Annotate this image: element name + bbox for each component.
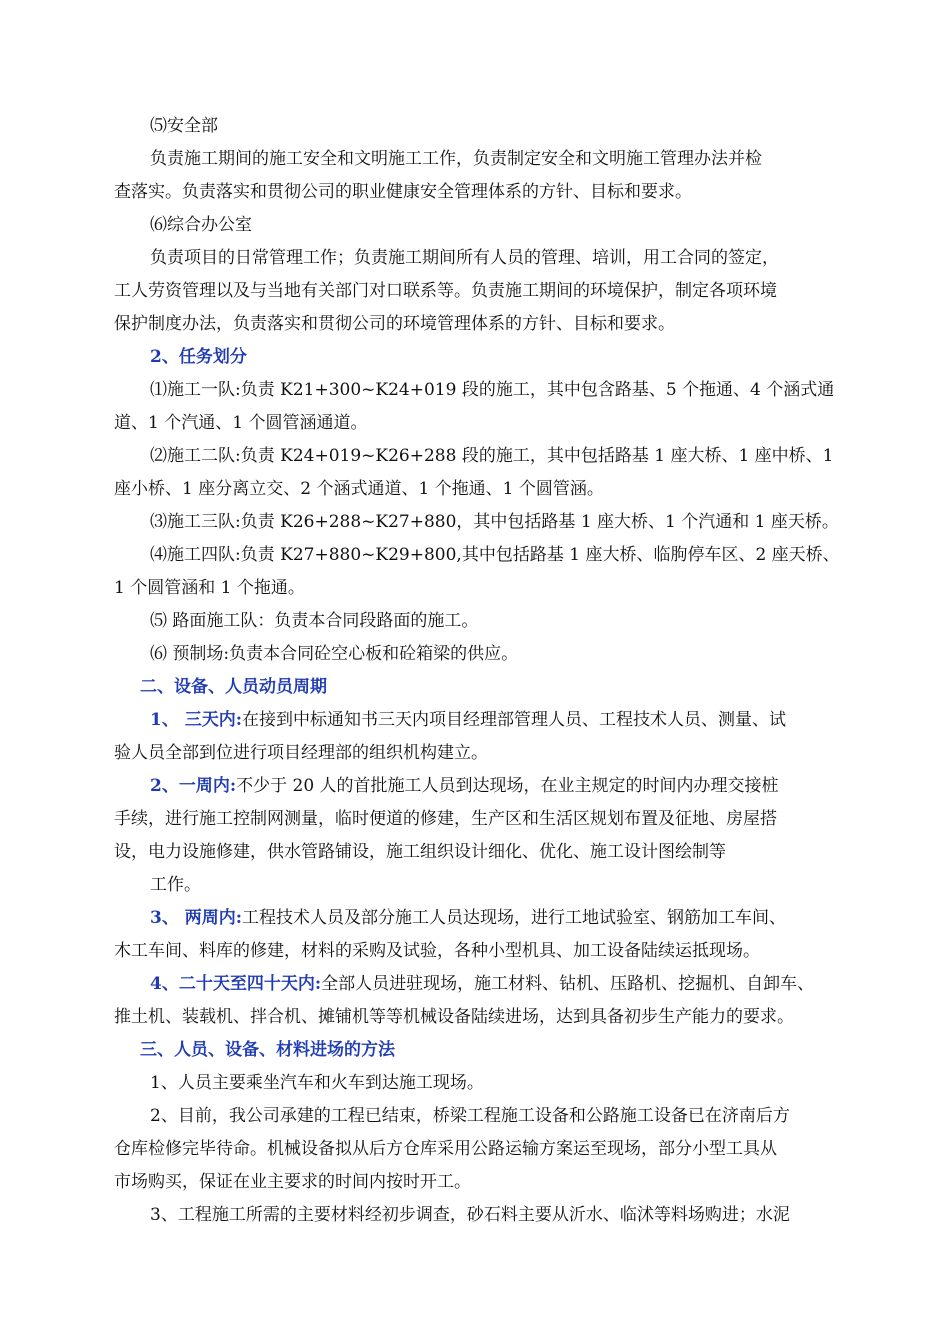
method-item-2-line-3: 市场购买，保证在业主要求的时间内按时开工。 (114, 1172, 471, 1192)
mob-item-1-line-2: 验人员全部到位进行项目经理部的组织机构建立。 (114, 743, 488, 763)
mob-item-2-line-1 (150, 774, 779, 798)
mob-item-2-label: 2、一周内: (150, 776, 237, 796)
task-division-heading: 2、任务划分 (150, 347, 247, 367)
office-text-2: 工人劳资管理以及与当地有关部门对口联系等。负责施工期间的环境保护，制定各项环境 (114, 281, 777, 301)
team-4-line-2: 1 个圆管涵和 1 个拖通。 (114, 578, 305, 598)
precast-yard-line: ⑹ 预制场:负责本合同砼空心板和砼箱梁的供应。 (150, 644, 519, 664)
team-4-line-1: ⑷施工四队:负责 K27+880~K29+800,其中包括路基 1 座大桥、临朐停车区、2 座天桥、 (150, 545, 840, 565)
safety-dept-heading: ⑸安全部 (150, 116, 218, 136)
office-heading: ⑹综合办公室 (150, 215, 252, 235)
entry-method-heading: 三、人员、设备、材料进场的方法 (140, 1040, 395, 1060)
team-1-line-1: ⑴施工一队:负责 K21+300~K24+019 段的施工，其中包含路基、5 个拖通、4 个涵式通 (150, 380, 835, 400)
mobilization-heading: 二、设备、人员动员周期 (140, 677, 327, 697)
mob-item-2-line-4: 工作。 (150, 875, 201, 895)
mob-item-2-line-2: 手续，进行施工控制网测量，临时便道的修建，生产区和生活区规划布置及征地、房屋搭 (114, 809, 777, 829)
team-2-line-1: ⑵施工二队:负责 K24+019~K26+288 段的施工，其中包括路基 1 座大桥、1 座中桥、1 (150, 446, 834, 466)
mob-item-4-text: 全部人员进驻现场，施工材料、钻机、压路机、挖掘机、自卸车、 (321, 974, 815, 994)
mob-item-2-line-3: 设，电力设施修建，供水管路铺设，施工组织设计细化、优化、施工设计图绘制等 (114, 842, 726, 862)
method-item-3-line-1: 3、工程施工所需的主要材料经初步调查，砂石料主要从沂水、临沭等料场购进；水泥 (150, 1205, 790, 1225)
method-item-2-line-2: 仓库检修完毕待命。机械设备拟从后方仓库采用公路运输方案运至现场，部分小型工具从 (114, 1139, 777, 1159)
mob-item-4-line-1 (150, 972, 814, 996)
mob-item-3-line-2: 木工车间、料库的修建，材料的采购及试验，各种小型机具、加工设备陆续运抵现场。 (114, 941, 760, 961)
mob-item-1-line-1 (150, 708, 786, 732)
paving-team-line: ⑸ 路面施工队：负责本合同段路面的施工。 (150, 611, 479, 631)
mob-item-3-line-1 (150, 906, 786, 930)
safety-dept-text-1: 负责施工期间的施工安全和文明施工工作，负责制定安全和文明施工管理办法并检 (150, 149, 762, 169)
office-text-1: 负责项目的日常管理工作；负责施工期间所有人员的管理、培训，用工合同的签定， (150, 248, 779, 268)
mob-item-3-label: 3、 两周内: (150, 908, 243, 928)
mob-item-1-label: 1、 三天内: (150, 710, 243, 730)
method-item-2-line-1: 2、目前，我公司承建的工程已结束，桥梁工程施工设备和公路施工设备已在济南后方 (150, 1106, 790, 1126)
mob-item-1-text: 在接到中标通知书三天内项目经理部管理人员、工程技术人员、测量、试 (242, 710, 787, 730)
team-3-line: ⑶施工三队:负责 K26+288~K27+880，其中包括路基 1 座大桥、1 个汽通和 1 座天桥。 (150, 512, 839, 532)
team-1-line-2: 道、1 个汽通、1 个圆管涵通道。 (114, 413, 368, 433)
office-text-3: 保护制度办法，负责落实和贯彻公司的环境管理体系的方针、目标和要求。 (114, 314, 675, 334)
safety-dept-text-2: 查落实。负责落实和贯彻公司的职业健康安全管理体系的方针、目标和要求。 (114, 182, 692, 202)
mob-item-4-label: 4、二十天至四十天内: (150, 974, 322, 994)
method-item-1: 1、人员主要乘坐汽车和火车到达施工现场。 (150, 1073, 484, 1093)
mob-item-2-text: 不少于 20 人的首批施工人员到达现场，在业主规定的时间内办理交接桩 (236, 776, 779, 796)
mob-item-4-line-2: 推土机、装载机、拌合机、摊铺机等等机械设备陆续进场，达到具备初步生产能力的要求。 (114, 1007, 794, 1027)
team-2-line-2: 座小桥、1 座分离立交、2 个涵式通道、1 个拖通、1 个圆管涵。 (114, 479, 604, 499)
mob-item-3-text: 工程技术人员及部分施工人员达现场，进行工地试验室、钢筋加工车间、 (242, 908, 787, 928)
